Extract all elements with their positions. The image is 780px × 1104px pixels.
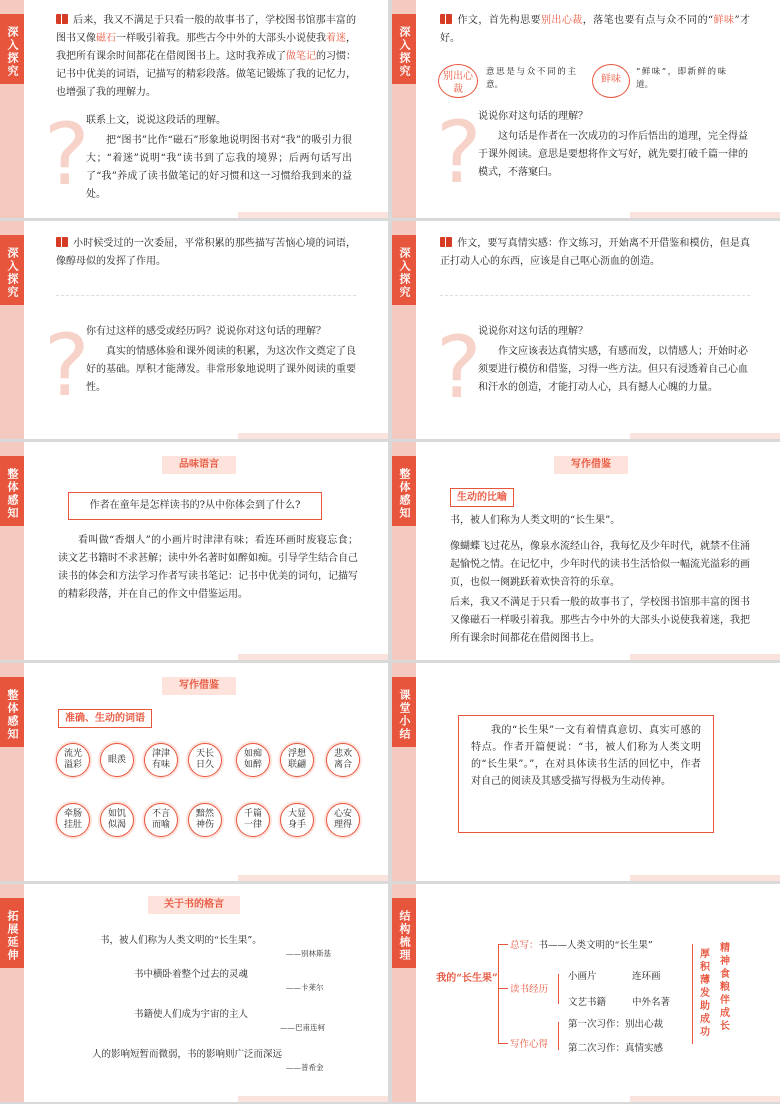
- question: 说说你对这句话的理解？: [478, 326, 588, 337]
- section-title: 关于书的格言: [148, 896, 240, 914]
- book-icon: [440, 14, 452, 24]
- quote-text: 书，被人们称为人类文明的“长生果”。: [100, 935, 262, 946]
- section-tag: 课堂小结: [392, 677, 416, 747]
- quote-author: ——卡莱尔: [286, 983, 324, 992]
- decor-strip: [238, 875, 388, 881]
- tree-bracket: [558, 1022, 559, 1050]
- conclusion-1: 厚积薄发助成功: [700, 949, 710, 1038]
- word-circle: 黯然 神伤: [188, 803, 222, 837]
- answer: 看叫做“香烟人”的小画片时津津有味；看连环画时废寝忘食；读文艺书籍时不求甚解；读中外名著时如醉如痴。引导学生结合自己读书的体会和方法学习作者写读书笔记：记书中优美的词句，记描写的精彩段落，并在自己的作文中借鉴运用。: [58, 535, 358, 600]
- slide-deep-explore-1: [0, 0, 388, 218]
- tree-line: [498, 944, 508, 945]
- word-circle: 悲欢 离合: [326, 743, 360, 777]
- branch-overview: 总写：书——人类文明的“长生果”: [510, 940, 653, 951]
- quote-text: 人的影响短暂而微弱，书的影响则广泛而深远: [92, 1049, 283, 1060]
- quote-author: ——别林斯基: [286, 949, 331, 958]
- decor-strip: [238, 433, 388, 439]
- question: 说说你对这句话的理解？: [478, 111, 588, 122]
- decor-strip: [630, 654, 780, 660]
- tree-line: [498, 1043, 508, 1044]
- word-circle: 千篇 一律: [236, 803, 270, 837]
- section-tag: 结构梳理: [392, 898, 416, 968]
- term-definition: “鲜味”，即新鲜的味道。: [636, 67, 726, 90]
- answer: 真实的情感体验和课外阅读的积累，为这次作文奠定了良好的基础。厚积才能薄发。非常形象地说明了课外阅读的重要性。: [86, 346, 356, 393]
- slide-deep-explore-4: [392, 221, 780, 439]
- branch-reading: 读书经历: [510, 984, 549, 995]
- reading-item: 小画片: [568, 971, 597, 982]
- decor-strip: [238, 1096, 388, 1102]
- branch-writing: 写作心得: [510, 1039, 549, 1050]
- tree-bracket: [558, 974, 559, 1004]
- writing-item: 第二次习作：真情实感: [568, 1043, 664, 1054]
- paragraph: 像蝴蝶飞过花丛，像泉水流经山谷，我每忆及少年时代，就禁不住涌起愉悦之情。在记忆中，少年时代的读书生活恰似一幅流光溢彩的画页，也似一阕跳跃着欢快音符的乐章。: [450, 541, 750, 588]
- slide-summary: [392, 663, 780, 881]
- section-title: 写作借鉴: [554, 456, 628, 474]
- tree-bracket: [498, 944, 499, 1044]
- decor-strip: [630, 433, 780, 439]
- subsection-tag: 生动的比喻: [450, 488, 514, 507]
- word-circle: 心安 理得: [326, 803, 360, 837]
- section-tag: 深入探究: [392, 235, 416, 305]
- summary-box: 我的“长生果”一文有着情真意切、真实可感的特点。作者开篇便说：“书，被人们称为人类文明的“长生果”。”，在对具体读书生活的回忆中，作者对自己的阅读及其感受描写得极为生动传神。: [458, 715, 714, 833]
- word-circle: 流光 溢彩: [56, 743, 90, 777]
- section-title: 品味语言: [162, 456, 236, 474]
- section-tag: 整体感知: [0, 456, 24, 526]
- question-box: 作者在童年是怎样读书的?从中你体会到了什么?: [68, 492, 322, 520]
- word-circle: 大显 身手: [280, 803, 314, 837]
- book-icon: [440, 237, 452, 247]
- paragraph: 书，被人们称为人类文明的“长生果”。: [450, 515, 621, 526]
- decor-strip: [630, 1096, 780, 1102]
- term-definition: 意思是与众不同的主意。: [486, 67, 576, 90]
- question: 联系上文，说说这段话的理解。: [86, 115, 226, 126]
- section-tag: 深入探究: [0, 235, 24, 305]
- decor-strip: [238, 654, 388, 660]
- slide-overview-2: [392, 442, 780, 660]
- passage: 作文，要写真情实感：作文练习，开始离不开借鉴和模仿，但是真正打动人心的东西，应该是自己呕心沥血的创造。: [440, 238, 750, 267]
- word-circle: 不言 而喻: [144, 803, 178, 837]
- word-circle: 牵肠 挂肚: [56, 803, 90, 837]
- section-tag: 深入探究: [392, 14, 416, 84]
- reading-item: 文艺书籍: [568, 997, 607, 1008]
- word-circle: 浮想 联翩: [280, 743, 314, 777]
- decor-strip: [630, 875, 780, 881]
- slide-structure: [392, 884, 780, 1102]
- tree-bracket: [692, 944, 693, 1044]
- question-mark-icon: ?: [436, 103, 482, 203]
- slide-deep-explore-2: [392, 0, 780, 218]
- quote-text: 书中横卧着整个过去的灵魂: [134, 969, 249, 980]
- word-circle: 眼羡: [100, 743, 134, 777]
- quote-author: ——普希金: [286, 1063, 324, 1072]
- paragraph: 后来，我又不满足于只看一般的故事书了，学校图书馆那丰富的图书又像磁石一样吸引着我。那些古今中外的大部头小说使我着迷，我把所有课余时间都花在借阅图书上。: [450, 597, 750, 644]
- question-mark-icon: ?: [44, 105, 90, 205]
- quote-author: ——巴甫连柯: [280, 1023, 325, 1032]
- section-tag: 整体感知: [392, 456, 416, 526]
- answer: 作文应该表达真情实感，有感而发，以情感人；开始时必须要进行模仿和借鉴，习得一些方法。但只有浸透着自己心血和汗水的创造，才能打动人心，具有撼人心魄的力量。: [478, 346, 748, 393]
- section-tag: 拓展延伸: [0, 898, 24, 968]
- passage: 后来，我又不满足于只看一般的故事书了，学校图书馆那丰富的图书又像磁石一样吸引着我。那些古今中外的大部头小说使我着迷，我把所有课余时间都花在借阅图书上。这时我养成了做笔记的习惯：记书中优美的词语，记描写的精彩段落。做笔记锻炼了我的记忆力，也增强了我的理解力。: [56, 15, 356, 98]
- word-circle: 如痴 如醉: [236, 743, 270, 777]
- term-bubble: 别出心裁: [438, 64, 478, 98]
- answer: 这句话是作者在一次成功的习作后悟出的道理，完全得益于课外阅读。意思是要想将作文写好，就先要打破千篇一律的模式，不落窠臼。: [478, 131, 748, 178]
- word-circle: 天长 日久: [188, 743, 222, 777]
- reading-item: 连环画: [632, 971, 661, 982]
- tree-line: [498, 988, 508, 989]
- passage: 小时候受过的一次委屈，平常积累的那些描写苦恼心境的词语，像醇母似的发挥了作用。: [56, 238, 356, 267]
- question: 你有过这样的感受或经历吗？说说你对这句话的理解？: [86, 326, 326, 337]
- question-mark-icon: ?: [436, 318, 482, 418]
- decor-strip: [238, 212, 388, 218]
- answer: 把“图书”比作“磁石”形象地说明图书对“我”的吸引力很大；“着迷”说明“我”读书到了忘我的境界；后两句话写出了“我”养成了读书做笔记的好习惯和这一习惯给我到来的益处。: [86, 135, 352, 200]
- slide-overview-3: [0, 663, 388, 881]
- decor-strip: [630, 212, 780, 218]
- term-bubble: 鲜味: [592, 64, 630, 98]
- word-circle: 津津 有味: [144, 743, 178, 777]
- question-mark-icon: ?: [44, 316, 90, 416]
- subsection-tag: 准确、生动的词语: [58, 709, 152, 728]
- root-node: 我的“长生果”: [436, 973, 498, 984]
- divider: [56, 295, 356, 296]
- section-tag: 深入探究: [0, 14, 24, 84]
- conclusion-2: 精神食粮伴成长: [720, 943, 730, 1032]
- slide-overview-1: [0, 442, 388, 660]
- slide-deep-explore-3: [0, 221, 388, 439]
- quote-text: 书籍使人们成为宇宙的主人: [134, 1009, 249, 1020]
- section-tag: 整体感知: [0, 677, 24, 747]
- book-icon: [56, 237, 68, 247]
- writing-item: 第一次习作：别出心裁: [568, 1019, 664, 1030]
- word-circle: 如饥 似渴: [100, 803, 134, 837]
- slide-extension: [0, 884, 388, 1102]
- divider: [440, 295, 750, 296]
- book-icon: [56, 14, 68, 24]
- section-title: 写作借鉴: [162, 677, 236, 695]
- passage: 作文，首先构思要别出心裁，落笔也要有点与众不同的“鲜味”才好。: [440, 15, 751, 44]
- reading-item: 中外名著: [632, 997, 671, 1008]
